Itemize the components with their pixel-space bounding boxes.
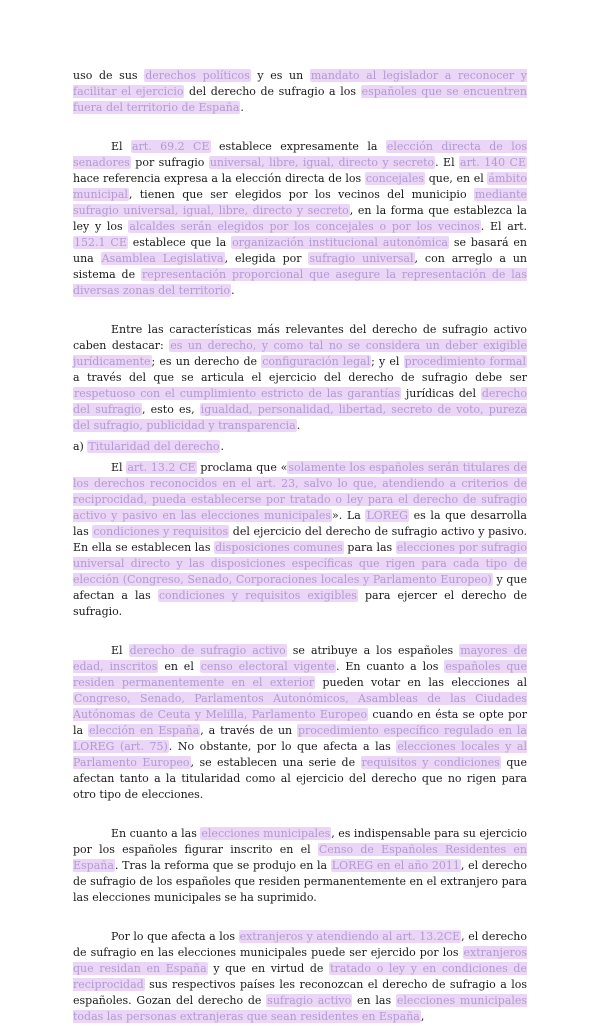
highlighted-text: organización institucional autonómica [232,236,448,249]
highlighted-text: derecho de sufragio activo [129,644,286,657]
text-run: ; y el [371,355,404,368]
text-run: El [111,140,131,153]
text-run: a través del que se articula el ejercicio del derecho de sufragio debe ser [73,371,527,384]
highlighted-text: elecciones por sufragio universal directo y las disposiciones específicas que rigen para cada tipo de elección (Congreso, Senado, Corporaciones locales y Parlamento Europeo) [73,541,527,586]
highlighted-text: procedimiento formal [404,355,526,368]
highlighted-text: representación proporcional que asegure la representación de las diversas zonas del territorio [73,268,527,297]
text-run: . El art. [480,220,527,233]
highlighted-text: 152.1 CE [74,236,127,249]
text-run: . El [435,156,460,169]
text-run: Por lo que afecta a los [111,930,239,943]
text-run: , con arreglo a un sistema de [73,252,527,281]
highlighted-text: elecciones locales y al Parlamento Europeo [73,740,527,769]
highlighted-text: elección directa de los senadores [73,140,528,169]
text-run: establece que la [127,236,232,249]
text-run: jurídicas del [401,387,481,400]
highlighted-text: sufragio universal [309,252,414,265]
heading-text: Titularidad del derecho [88,440,220,453]
highlighted-text: elección en España [88,724,200,737]
text-run: ; es un derecho de [151,355,262,368]
text-run: proclama que « [196,461,288,474]
text-run: , se establecen una serie de [190,756,361,769]
text-run: uso de sus [73,69,145,82]
highlighted-text: procedimiento específico regulado en la LOREG (art. 75) [73,724,527,753]
highlighted-text: universal, libre, igual, directo y secreto [209,156,435,169]
text-run: . [231,284,235,297]
text-run: del derecho de sufragio a los [184,85,361,98]
text-run: , [420,1010,425,1023]
highlighted-text: solamente los españoles serán titulares de los derechos reconocidos en el art. 23, salvo lo que, atendiendo a criterios de reciprocidad, pueda establecerse por tratado o ley para el derecho de sufragio activo y pasivo en las elecciones municipales [73,461,527,522]
text-run: hace referencia expresa a la elección directa de los [73,172,365,185]
highlighted-text: requisitos y condiciones [361,756,500,769]
text-run: . No obstante, por lo que afecta a las [168,740,397,753]
paragraph-foreigners [73,929,527,1025]
text-run: sus respectivos países les reconozcan el derecho de sufragio a los españoles. Gozan del derecho de [73,978,527,1007]
highlighted-text: disposiciones comunes [215,541,343,554]
highlighted-text: respetuoso con el cumplimiento estricto de las garantías [74,387,400,400]
paragraph-constitution-articles [73,139,527,299]
highlighted-text: mandato al legislador a reconocer y facilitar el ejercicio [73,69,527,98]
heading-prefix: a) [73,440,88,453]
text-run: , tienen que ser elegidos por los vecinos del municipio [128,188,474,201]
text-run: y que en virtud de [207,962,330,975]
text-run: , en la forma que establezca la ley y los [73,204,527,233]
text-run: en las [352,994,396,1007]
text-run: En cuanto a las [111,827,201,840]
text-run: por sufragio [130,156,209,169]
text-run: en el [158,660,200,673]
text-run: . [240,101,244,114]
text-run: . En cuanto a los [335,660,445,673]
highlighted-text: Censo de Españoles Residentes en España [73,843,527,872]
text-run: que, en el [425,172,488,185]
text-run: El [111,461,127,474]
highlighted-text: configuración legal [262,355,371,368]
section-heading [73,439,527,455]
text-run: para las [343,541,396,554]
highlighted-text: condiciones y requisitos exigibles [158,589,357,602]
text-run: . Tras la reforma que se produjo en la [114,859,331,872]
text-run: y que afectan a las [73,573,528,602]
heading-suffix: . [220,440,224,453]
text-run: se atribuye a los españoles [286,644,460,657]
highlighted-text: Congreso, Senado, Parlamentos Autonómicos, Asambleas de las Ciudades Autónomas de Ceuta y Melilla, Parlamento Europeo [73,692,527,721]
text-run: cuando en ésta se opte por la [73,708,527,737]
text-run: pueden votar en las elecciones al [315,676,527,689]
paragraph-active-suffrage [73,643,527,803]
paragraph-intro [73,68,527,116]
highlighted-text: elecciones municipales [201,827,331,840]
highlighted-text: LOREG en el año 2011 [331,859,460,872]
highlighted-text: ámbito municipal [73,172,527,201]
highlighted-text: extranjeros y atendiendo al art. 13.2CE [239,930,461,943]
highlighted-text: elecciones municipales todas las personas extranjeras que sean residentes en España [73,994,527,1023]
highlighted-text: tratado o ley y en condiciones de reciprocidad [73,962,527,991]
text-run: El [111,644,129,657]
highlighted-text: españoles que residen permanentemente en el exterior [73,660,527,689]
highlighted-text: art. 140 CE [460,156,526,169]
highlighted-text: alcaldes serán elegidos por los concejales o por los vecinos [129,220,480,233]
highlighted-text: art. 13.2 CE [127,461,196,474]
text-run: del ejercicio del derecho de sufragio activo y pasivo. En ella se establecen las [73,525,527,554]
text-run: . [296,419,301,432]
paragraph-municipal-elections [73,826,527,906]
highlighted-text: Asamblea Legislativa [101,252,224,265]
highlighted-text: extranjeros que residan en España [73,946,527,975]
text-run: , elegida por [224,252,309,265]
highlighted-text: art. 69.2 CE [131,140,210,153]
text-run: , es indispensable para su ejercicio por los españoles figurar inscrito en el [73,827,527,856]
text-run: para ejercer el derecho de sufragio. [73,589,527,618]
text-run: , el derecho de sufragio en las elecciones municipales puede ser ejercido por los [73,930,527,959]
text-run: que afectan tanto a la titularidad como al ejercicio del derecho que no rigen para otro tipo de elecciones. [73,756,527,801]
highlighted-text: es un derecho, y como tal no se considera un deber exigible jurídicamente [73,339,527,368]
text-run: Entre las características más relevantes del derecho de sufragio activo caben destacar: [73,323,527,352]
highlighted-text: concejales [365,172,425,185]
text-run: y es un [250,69,310,82]
text-run: ». La [332,509,366,522]
highlighted-text: derecho del sufragio [73,387,527,416]
highlighted-text: mayores de edad, inscritos [73,644,528,673]
text-run: , esto es, [142,403,200,416]
highlighted-text: LOREG [366,509,408,522]
paragraph-characteristics [73,322,527,434]
highlighted-text: derechos políticos [145,69,250,82]
text-run: , a través de un [200,724,297,737]
highlighted-text: españoles que se encuentren fuera del territorio de España [73,85,527,114]
highlighted-text: igualdad, personalidad, libertad, secreto de voto, pureza del sufragio, publicidad y transparencia [73,403,527,432]
highlighted-text: censo electoral vigente [200,660,335,673]
text-run: se basará en una [73,236,528,265]
text-run: , el derecho de sufragio de los españoles que residen permanentemente en el extranjero para las elecciones municipales se ha suprimido. [73,859,527,904]
text-run: establece expresamente la [210,140,386,153]
highlighted-text: sufragio activo [267,994,352,1007]
highlighted-text: condiciones y requisitos [93,525,229,538]
text-run: es la que desarrolla las [73,509,527,538]
paragraph-ownership [73,460,527,620]
highlighted-text: mediante sufragio universal, igual, libre, directo y secreto [73,188,527,217]
